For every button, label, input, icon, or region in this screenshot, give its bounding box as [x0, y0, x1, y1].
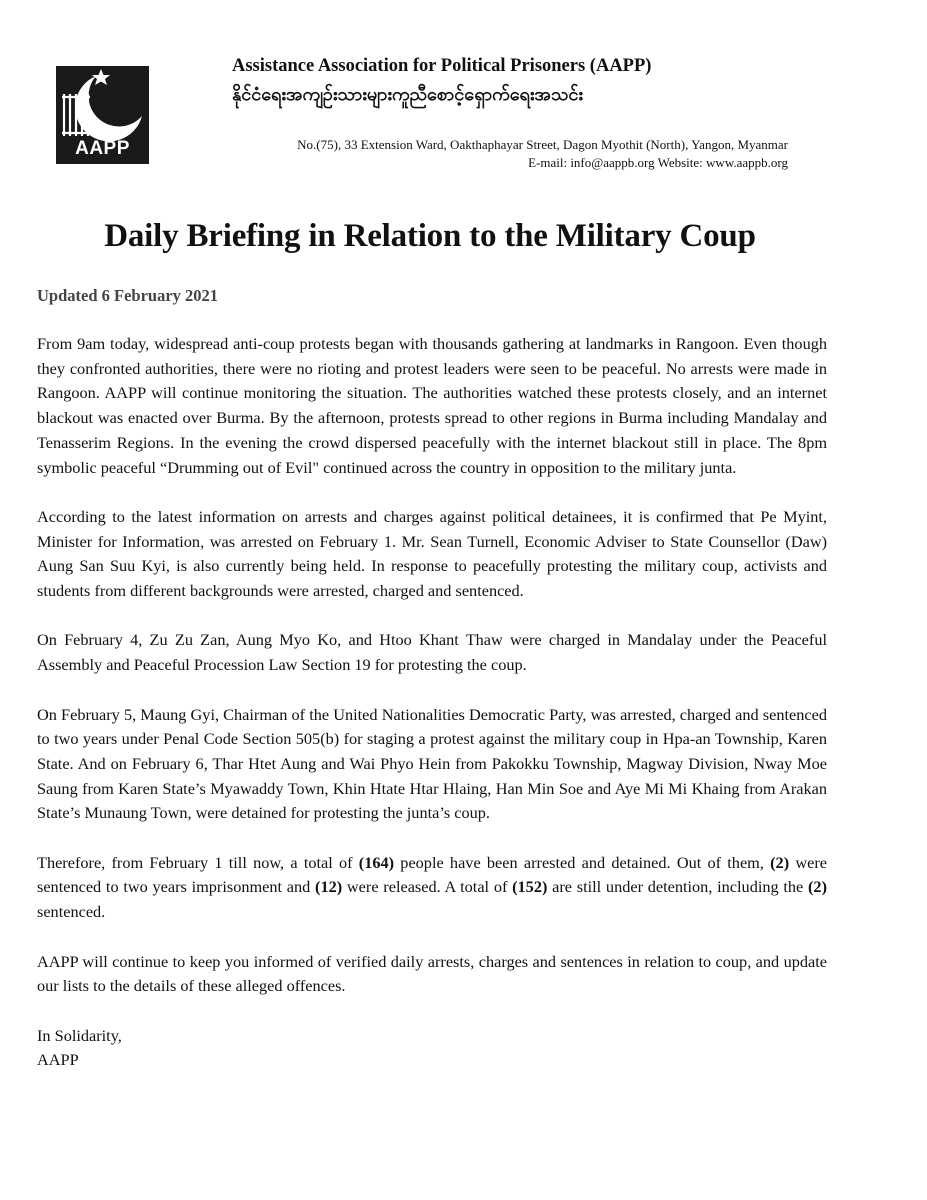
address-block: [160, 136, 788, 172]
paragraph-feb5-6: On February 5, Maung Gyi, Chairman of the United Nationalities Democratic Party, was arrested, charged and sentenced to two years under Penal Code Section 505(b) for staging a protest against the military coup in Hpa-an Township, Karen State. And on February 6, Thar Htet Aung and Wai Phyo Hein from Pakokku Township, Magway Division, Nway Moe Saung from Karen State’s Myawaddy Town, Khin Htate Htar Hlaing, Han Min Soe and Aye Mi Mi Khaing from Arakan State’s Munaung Town, were detained for protesting the junta’s coup.: [37, 704, 827, 823]
document-body: [37, 332, 827, 1073]
address: No.(75), 33 Extension Ward, Oakthaphayar Street, Dagon Myothit (North), Yangon, Myanmar: [297, 137, 788, 152]
closing-salutation: In Solidarity,: [37, 1025, 122, 1045]
signature: AAPP: [37, 1050, 79, 1070]
contact-info: E-mail: info@aappb.org Website: www.aappb.org: [528, 155, 788, 170]
total-arrested: (164): [358, 852, 395, 872]
document-title: Daily Briefing in Relation to the Military Coup: [104, 218, 756, 254]
paragraph-protests: From 9am today, widespread anti-coup protests began with thousands gathering at landmarks in Rangoon. Even though they confronted authorities, there were no rioting and protest leaders were seen to be peaceful. No arrests were made in Rangoon. AAPP will continue monitoring the situation. The authorities watched these protests closely, and an internet blackout was enacted over Burma. By the afternoon, protests spread to other regions in Burma including Mandalay and Tenasserim Regions. In the evening the crowd dispersed peacefully with the internet blackout still in place. The 8pm symbolic peaceful “Drumming out of Evil" continued across the country in opposition to the military junta.: [37, 334, 827, 477]
organization-name: Assistance Association for Political Prisoners (AAPP): [232, 56, 652, 76]
total-detained: (152): [512, 877, 548, 897]
total-sentenced-included: (2): [808, 877, 827, 897]
paragraph-arrests: According to the latest information on arrests and charges against political detainees, it is confirmed that Pe Myint, Minister for Information, was arrested on February 1. Mr. Sean Turnell, Economic Adviser to State Counsellor (Daw) Aung San Suu Kyi, is also currently being held. In response to peacefully protesting the military coup, activists and students from different backgrounds were arrested, charged and sentenced.: [37, 506, 827, 601]
updated-date: Updated 6 February 2021: [37, 286, 219, 305]
total-sentenced: (2): [770, 852, 790, 872]
paragraph-closing-note: AAPP will continue to keep you informed of verified daily arrests, charges and sentences in relation to coup, and update our lists to the details of these alleged offences.: [37, 951, 827, 996]
paragraph-feb4: On February 4, Zu Zu Zan, Aung Myo Ko, and Htoo Khant Thaw were charged in Mandalay under the Peaceful Assembly and Peaceful Procession Law Section 19 for protesting the coup.: [37, 630, 827, 675]
signature-block: [37, 1024, 827, 1073]
organization-name-burmese: နိုင်ငံရေးအကျဉ်းသားများကူညီစောင့်ရှောက်ရေးအသင်း: [232, 84, 583, 105]
logo-text: AAPP: [75, 138, 130, 159]
total-released: (12): [315, 877, 343, 897]
aapp-logo: [56, 66, 149, 164]
paragraph-totals: Therefore, from February 1 till now, a total of (164) people have been arrested and detained. Out of them, (2) were sentenced to two years imprisonment and (12) were released. A total of (152) are still under detention, including the (2) sentenced.: [37, 852, 827, 922]
